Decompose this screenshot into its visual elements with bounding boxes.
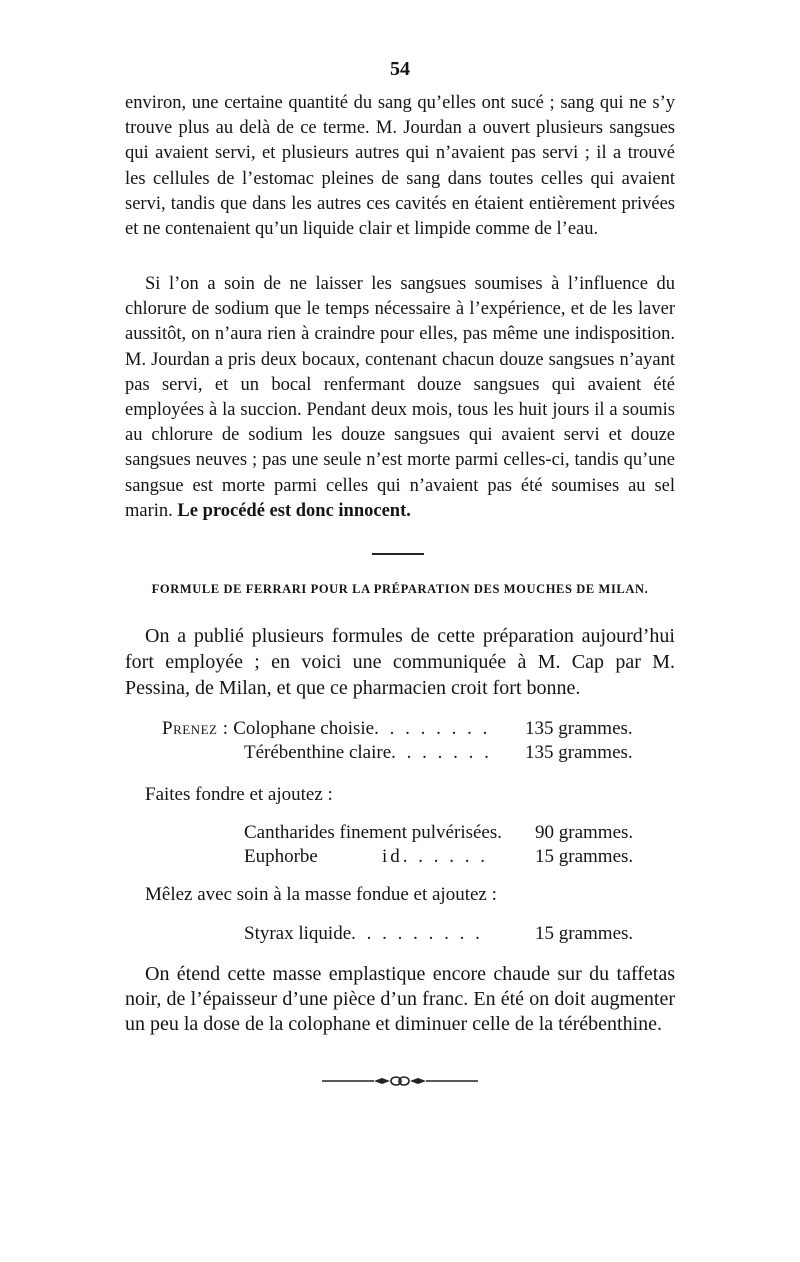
recipe-line-5: [244, 923, 483, 945]
recipe-qty-1: [525, 718, 633, 740]
ingredient-qty: 90: [535, 822, 554, 843]
ingredient-name: Cantharides finement pulvérisées.: [244, 822, 503, 843]
ingredient-unit: grammes.: [558, 846, 634, 867]
ingredient-name: Térébenthine claire: [244, 742, 392, 763]
prenez-label: Prenez :: [162, 718, 229, 739]
ingredient-unit: grammes.: [558, 742, 633, 763]
ingredient-qty: 135: [525, 742, 554, 763]
end-ornament-icon: [322, 1074, 478, 1088]
recipe-line-2: [244, 742, 492, 764]
section-intro: On a publié plusieurs formules de cette préparation aujourd’hui fort employée ; en voici une communiquée à M. Cap par M. Pessina, de Milan, et que ce pharmacien croit fort bonne.: [125, 625, 675, 699]
instruction-melez: Mêlez avec soin à la masse fondue et ajoutez :: [145, 884, 497, 905]
recipe-qty-4: [535, 846, 633, 868]
leader-dots: . . . . . . . . .: [351, 923, 483, 944]
ingredient-qty: 135: [525, 718, 554, 739]
recipe-qty-5: [535, 923, 633, 945]
page-number: 54: [390, 58, 410, 80]
ingredient-unit: grammes.: [558, 923, 634, 944]
section-heading: FORMULE DE FERRARI POUR LA PRÉPARATION DES MOUCHES DE MILAN.: [151, 582, 649, 596]
recipe-qty-3: [535, 822, 633, 844]
instruction-faites-fondre: Faites fondre et ajoutez :: [145, 784, 333, 805]
ingredient-name: Euphorbe: [244, 846, 318, 867]
recipe-line-4-leader: [382, 846, 488, 868]
recipe-line-3: [244, 822, 502, 844]
ingredient-unit: grammes.: [558, 718, 633, 739]
recipe-line-4: [244, 846, 318, 868]
paragraph-conclusion: Le procédé est donc innocent.: [177, 500, 411, 521]
closing-paragraph: On étend cette masse emplastique encore chaude sur du taffetas noir, de l’épaisseur d’une pièce d’un franc. En été on doit augmenter un peu la dose de la colophane et diminuer celle de la térébenthine.: [125, 963, 675, 1035]
ingredient-unit: grammes.: [558, 822, 634, 843]
ingredient-qty: 15: [535, 923, 554, 944]
ingredient-name: Colophane choisie: [233, 718, 375, 739]
ingredient-qty: 15: [535, 846, 554, 867]
leader-dots: . . . . . . . .: [374, 718, 491, 739]
leader-dots: id. . . . . .: [382, 846, 489, 867]
recipe-line-1: [162, 718, 490, 740]
section-divider: [372, 553, 424, 555]
paragraph-chlorure-sodium: [125, 272, 675, 524]
paragraph-chlorure-sodium-text: Si l’on a soin de ne laisser les sangsues soumises à l’influence du chlorure de sodium que le temps nécessaire à l’expérience, et de les laver aussitôt, on n’aura rien à craindre pour elles, pas même une indisposition. M. Jourdan a pris deux bocaux, contenant chacun douze sangsues n’ayant pas servi, et un bocal renfermant douze sangsues qui avaient été employées à la succion. Pendant deux mois, tous les huit jours il a soumis au chlorure de sodium les douze sangsues qui avaient servi et douze sangsues neuves ; pas une seule n’est morte parmi celles-ci, tandis qu’une sangsue est morte parmi celles qui n’avaient pas été soumises au sel marin.: [125, 274, 675, 521]
recipe-qty-2: [525, 742, 633, 764]
leader-dots: . . . . . . .: [391, 742, 492, 763]
ingredient-name: Styrax liquide: [244, 923, 352, 944]
paragraph-leeches-blood: environ, une certaine quantité du sang qu’elles ont sucé ; sang qui ne s’y trouve plus au delà de ce terme. M. Jourdan a ouvert plusieurs sangsues qui avaient servi, et plusieurs autres qui n’avaient pas servi ; il a trouvé les cellules de l’estomac pleines de sang dans toutes celles qui avaient servi, tandis que dans les autres ces cavités en étaient entièrement privées et ne contenaient qu’un liquide clair et limpide comme de l’eau.: [125, 93, 675, 240]
